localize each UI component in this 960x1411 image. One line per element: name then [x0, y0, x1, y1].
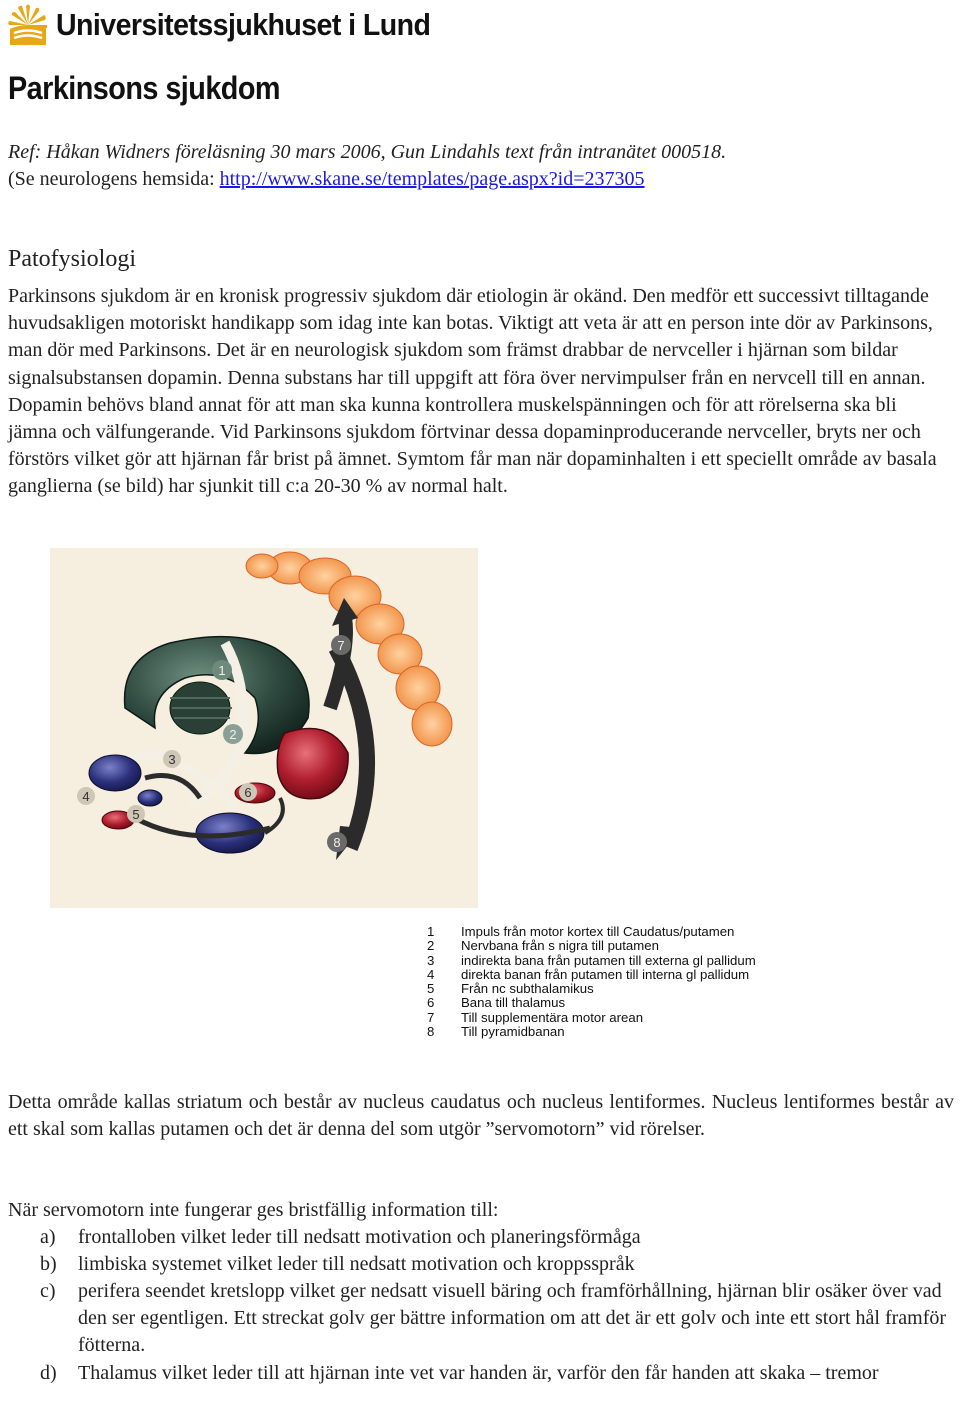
figure-label-4: 4	[82, 789, 90, 804]
legend-number: 6	[427, 995, 435, 1011]
red-nucleus-shape	[277, 729, 348, 799]
figure-label-3: 3	[168, 752, 176, 767]
neurology-homepage-link[interactable]: http://www.skane.se/templates/page.aspx?id=237305	[219, 168, 645, 190]
legend-text: Från nc subthalamikus	[461, 981, 594, 997]
list-marker: a)	[40, 1226, 56, 1248]
legend-number: 4	[427, 966, 435, 982]
legend-text: direkta banan från putamen till interna gl pallidum	[461, 966, 750, 982]
header-logo	[6, 2, 463, 48]
list-item-text: frontalloben vilket leder till nedsatt motivation och planeringsförmåga	[78, 1226, 641, 1248]
legend-text: Till pyramidbanan	[461, 1024, 565, 1040]
globus-pallidus-shape	[89, 755, 141, 791]
legend-number: 8	[427, 1024, 435, 1040]
list-marker: c)	[40, 1280, 56, 1302]
section-heading: Patofysiologi	[8, 246, 137, 272]
legend-text: Till supplementära motor arean	[461, 1009, 644, 1025]
list-marker: d)	[40, 1362, 57, 1384]
legend-number: 7	[427, 1009, 435, 1025]
reference-line: Ref: Håkan Widners föreläsning 30 mars 2006, Gun Lindahls text från intranätet 000518.	[8, 141, 727, 163]
sun-flower-logo-icon	[6, 3, 50, 47]
org-name: Universitetssjukhuset i Lund	[56, 7, 431, 42]
list-item-text: limbiska systemet vilket leder till nedsatt motivation och kroppsspråk	[78, 1253, 635, 1275]
figure-label-7: 7	[337, 638, 345, 653]
legend-text: Nervbana från s nigra till putamen	[461, 938, 659, 954]
figure-label-1: 1	[218, 663, 226, 678]
arrow-7-path	[330, 618, 346, 708]
figure-label-5: 5	[132, 807, 140, 822]
legend-number: 2	[427, 938, 435, 954]
legend-number: 5	[427, 981, 435, 997]
list-item-text: perifera seendet kretslopp vilket ger nedsatt visuell bäring och framförhållning, hjärnan blir osäker över vad den ser egentligen. Ett streckat golv ger bättre information om att det är ett golv och inte ett stort hål framför fötterna.	[78, 1280, 947, 1357]
legend-number: 1	[427, 924, 435, 939]
figure-label-2: 2	[229, 727, 237, 742]
reference-prefix: (Se neurologens hemsida:	[8, 168, 220, 190]
figure-label-8: 8	[333, 835, 341, 850]
legend-text: indirekta bana från putamen till externa gl pallidum	[461, 952, 756, 968]
intro-paragraph: Parkinsons sjukdom är en kronisk progressiv sjukdom där etiologin är okänd. Den medför ett successivt tilltagande huvudsakligen motoriskt handikapp som idag inte kan botas. Viktigt att veta är att en person inte dör av Parkinsons, man dör med Parkinsons. Det är en neurologisk sjukdom som främst drabbar de nervceller i hjärnan som bildar signalsubstansen dopamin. Denna substans har till uppgift att föra över nervimpulser från en nervcell till en annan. Dopamin behövs bland annat för att man ska kunna kontrollera muskelspänningen och för att rörelserna ska bli jämna och välfungerande. Vid Parkinsons sjukdom förtvinar dessa dopaminproducerande nervceller, bryts ner och förstörs vilket gör att hjärnan får brist på ämnet. Symtom får man när dopaminhalten i ett speciellt område av basala ganglierna (se bild) har sjunkit till c:a 20-30 % av normal halt.	[8, 285, 937, 498]
legend-text: Impuls från motor kortex till Caudatus/putamen	[461, 924, 735, 939]
servo-intro: När servomotorn inte fungerar ges bristfällig information till:	[8, 1199, 499, 1221]
list-item-text: Thalamus vilket leder till att hjärnan inte vet var handen är, varför den får handen att skaka – tremor	[78, 1362, 879, 1384]
striatum-paragraph: Detta område kallas striatum och består av nucleus caudatus och nucleus lentiformes. Nucleus lentiformes består av ett skal som kallas putamen och det är denna del som utgör ”servomotorn” vid rörelser.	[8, 1091, 954, 1141]
page-title: Parkinsons sjukdom	[8, 70, 280, 106]
list-marker: b)	[40, 1253, 57, 1275]
reference-link-line	[8, 168, 645, 191]
figure-label-6: 6	[244, 785, 252, 800]
legend-text: Bana till thalamus	[461, 995, 566, 1011]
basal-ganglia-illustration	[50, 548, 478, 908]
legend-number: 3	[427, 952, 435, 968]
